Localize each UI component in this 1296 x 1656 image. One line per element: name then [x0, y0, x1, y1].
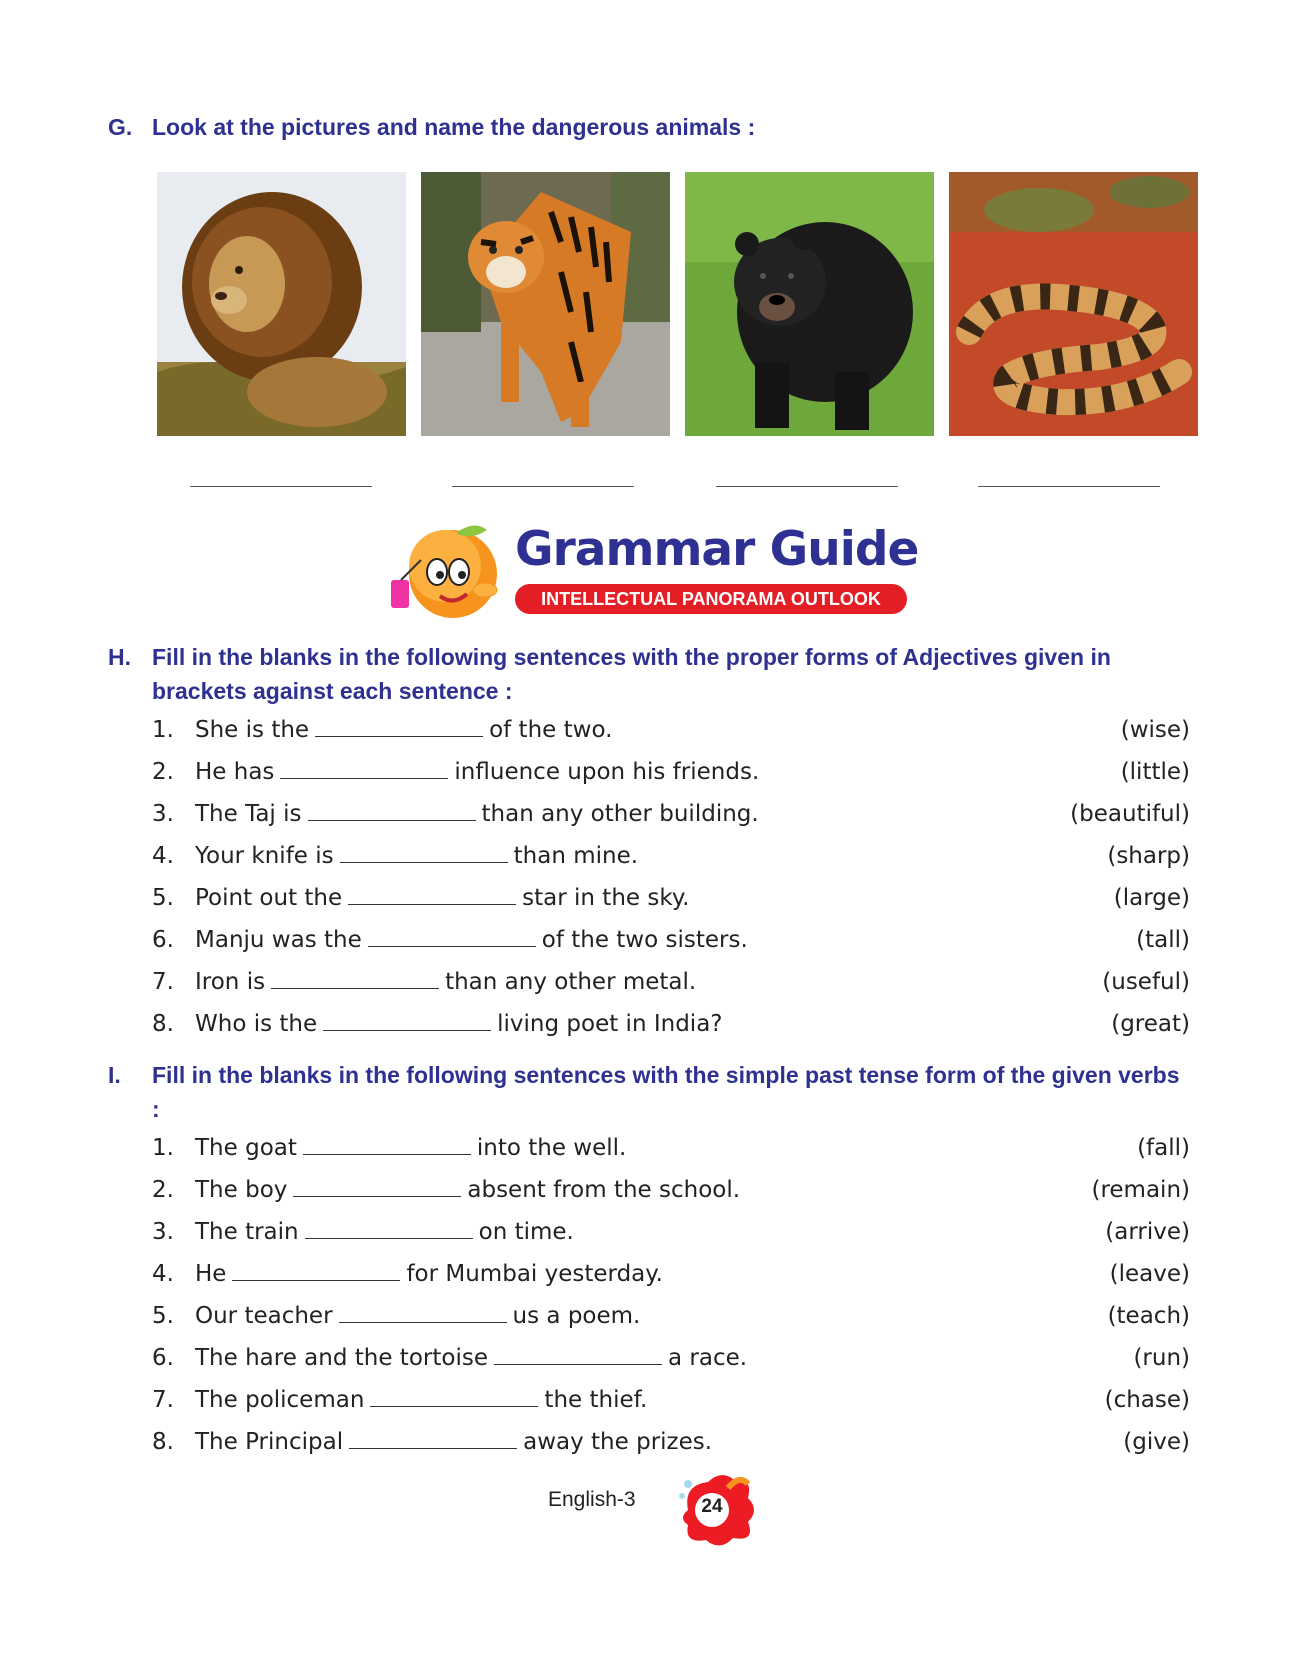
fill-blank[interactable] [340, 840, 508, 863]
section-h-letter: H. [108, 644, 131, 670]
answer-line-2[interactable] [452, 486, 634, 487]
bracket-hint: (beautiful) [1070, 801, 1190, 827]
item-sentence [195, 755, 759, 789]
section-i-item-2 [152, 1173, 1190, 1207]
section-i-item-6 [152, 1341, 1190, 1375]
sentence-start: He has [195, 759, 275, 785]
item-sentence [195, 1383, 647, 1417]
bracket-hint: (leave) [1109, 1261, 1190, 1287]
bracket-hint: (arrive) [1105, 1219, 1190, 1245]
item-number: 6. [152, 927, 174, 953]
sentence-end: away the prizes. [523, 1429, 713, 1455]
fill-blank[interactable] [305, 1216, 473, 1239]
bracket-hint: (wise) [1120, 717, 1190, 743]
sentence-start: She is the [195, 717, 310, 743]
sentence-start: Manju was the [195, 927, 362, 953]
sentence-end: living poet in India? [497, 1011, 723, 1037]
item-sentence [195, 839, 638, 873]
page-number: 24 [701, 1496, 723, 1517]
item-sentence [195, 923, 748, 957]
sentence-start: Who is the [195, 1011, 318, 1037]
logo-subtitle: INTELLECTUAL PANORAMA OUTLOOK [515, 584, 907, 614]
section-i-item-4 [152, 1257, 1190, 1291]
section-i-instruction: Fill in the blanks in the following sentences with the simple past tense form of the given verbs : [152, 1062, 1180, 1122]
bracket-hint: (fall) [1137, 1135, 1190, 1161]
section-i-item-5 [152, 1299, 1190, 1333]
item-sentence [195, 713, 612, 747]
answer-line-3[interactable] [716, 486, 898, 487]
sentence-end: us a poem. [512, 1303, 641, 1329]
book-label: English-3 [548, 1488, 636, 1511]
section-i-item-8 [152, 1425, 1190, 1459]
fill-blank[interactable] [339, 1300, 507, 1323]
item-number: 1. [152, 717, 174, 743]
item-sentence [195, 1425, 712, 1459]
item-sentence [195, 1341, 747, 1375]
section-h-item-3 [152, 797, 1190, 831]
sentence-start: The hare and the tortoise [195, 1345, 488, 1371]
fill-blank[interactable] [308, 798, 476, 821]
bracket-hint: (little) [1120, 759, 1190, 785]
bracket-hint: (teach) [1107, 1303, 1190, 1329]
fill-blank[interactable] [303, 1132, 471, 1155]
section-i-item-1 [152, 1131, 1190, 1165]
item-number: 2. [152, 759, 174, 785]
sentence-end: into the well. [476, 1135, 627, 1161]
item-number: 4. [152, 843, 174, 869]
fill-blank[interactable] [271, 966, 439, 989]
sentence-end: than any other metal. [445, 969, 697, 995]
sentence-start: Our teacher [195, 1303, 333, 1329]
lion-photo [157, 172, 406, 436]
section-h-item-2 [152, 755, 1190, 789]
item-sentence [195, 1257, 663, 1291]
sentence-end: for Mumbai yesterday. [406, 1261, 663, 1287]
fill-blank[interactable] [368, 924, 536, 947]
sentence-end: of the two sisters. [541, 927, 748, 953]
bear-photo [685, 172, 934, 436]
sentence-start: He [195, 1261, 227, 1287]
section-h-item-4 [152, 839, 1190, 873]
bracket-hint: (sharp) [1107, 843, 1190, 869]
item-sentence [195, 1173, 740, 1207]
grammar-guide-logo [385, 520, 919, 620]
item-sentence [195, 1299, 640, 1333]
fill-blank[interactable] [323, 1008, 491, 1031]
section-h-item-1 [152, 713, 1190, 747]
fill-blank[interactable] [349, 1426, 517, 1449]
item-number: 2. [152, 1177, 174, 1203]
bracket-hint: (run) [1133, 1345, 1190, 1371]
fill-blank[interactable] [370, 1384, 538, 1407]
section-h-item-6 [152, 923, 1190, 957]
sentence-end: the thief. [544, 1387, 648, 1413]
fill-blank[interactable] [293, 1174, 461, 1197]
sentence-end: than any other building. [481, 801, 759, 827]
page-number-badge [678, 1470, 758, 1550]
item-number: 7. [152, 1387, 174, 1413]
item-number: 3. [152, 1219, 174, 1245]
item-sentence [195, 1131, 626, 1165]
item-number: 7. [152, 969, 174, 995]
sentence-start: Iron is [195, 969, 266, 995]
item-number: 6. [152, 1345, 174, 1371]
section-i-item-3 [152, 1215, 1190, 1249]
section-g-letter: G. [108, 114, 133, 140]
sentence-start: The train [195, 1219, 299, 1245]
item-number: 8. [152, 1011, 174, 1037]
snake-photo [949, 172, 1198, 436]
sentence-end: of the two. [489, 717, 613, 743]
item-number: 1. [152, 1135, 174, 1161]
sentence-end: than mine. [513, 843, 639, 869]
section-g-instruction: Look at the pictures and name the dangerous animals : [152, 114, 756, 140]
bracket-hint: (large) [1113, 885, 1190, 911]
answer-line-1[interactable] [190, 486, 372, 487]
section-h-item-8 [152, 1007, 1190, 1041]
bracket-hint: (chase) [1104, 1387, 1190, 1413]
item-number: 8. [152, 1429, 174, 1455]
fill-blank[interactable] [232, 1258, 400, 1281]
item-number: 3. [152, 801, 174, 827]
sentence-end: a race. [667, 1345, 748, 1371]
sentence-end: on time. [478, 1219, 574, 1245]
bracket-hint: (great) [1111, 1011, 1190, 1037]
fill-blank[interactable] [494, 1342, 662, 1365]
sentence-start: The Taj is [195, 801, 302, 827]
item-sentence [195, 881, 689, 915]
answer-line-4[interactable] [978, 486, 1160, 487]
item-sentence [195, 797, 759, 831]
item-sentence [195, 1215, 574, 1249]
bracket-hint: (tall) [1136, 927, 1190, 953]
section-h-item-5 [152, 881, 1190, 915]
section-i-letter: I. [108, 1062, 121, 1088]
tiger-photo [421, 172, 670, 436]
fill-blank[interactable] [315, 714, 483, 737]
sentence-end: absent from the school. [467, 1177, 741, 1203]
item-sentence [195, 1007, 723, 1041]
sentence-start: Your knife is [195, 843, 334, 869]
item-number: 5. [152, 1303, 174, 1329]
fill-blank[interactable] [348, 882, 516, 905]
item-number: 5. [152, 885, 174, 911]
sentence-start: The boy [195, 1177, 288, 1203]
sentence-start: Point out the [195, 885, 343, 911]
bracket-hint: (useful) [1102, 969, 1190, 995]
section-h-instruction: Fill in the blanks in the following sentences with the proper forms of Adjectives given in brackets against each sentence : [152, 644, 1111, 704]
sentence-start: The goat [195, 1135, 297, 1161]
section-i-item-7 [152, 1383, 1190, 1417]
section-h-item-7 [152, 965, 1190, 999]
orange-mascot-icon [385, 520, 510, 620]
animal-pictures [157, 172, 1197, 436]
sentence-start: The Principal [195, 1429, 344, 1455]
logo-title: Grammar Guide [515, 522, 919, 577]
bracket-hint: (give) [1123, 1429, 1190, 1455]
fill-blank[interactable] [280, 756, 448, 779]
bracket-hint: (remain) [1091, 1177, 1190, 1203]
page-footer [548, 1470, 758, 1550]
item-number: 4. [152, 1261, 174, 1287]
item-sentence [195, 965, 696, 999]
sentence-end: star in the sky. [522, 885, 690, 911]
sentence-start: The policeman [195, 1387, 365, 1413]
sentence-end: influence upon his friends. [454, 759, 760, 785]
